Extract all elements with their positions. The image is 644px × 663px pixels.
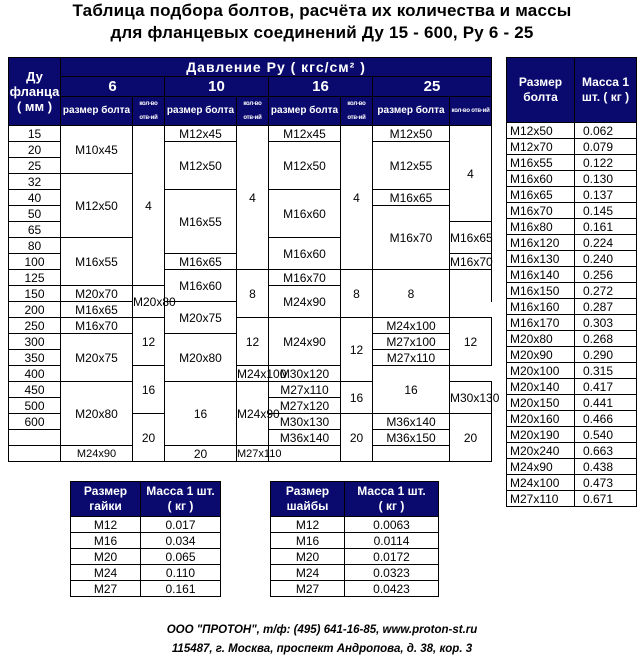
bolt-cell: M24x100 [373, 318, 450, 334]
count-cell: 4 [133, 126, 165, 286]
du-cell: 125 [9, 270, 61, 286]
washer-mass-table [270, 481, 439, 597]
size-cell: M16x120 [507, 235, 575, 251]
table-row [507, 267, 637, 283]
bolt-cell: M24x100 [237, 366, 287, 381]
table-row [507, 347, 637, 363]
mass-cell: 0.017 [141, 517, 221, 533]
bolt-cell: M24x90 [237, 382, 269, 446]
size-cell: M16x150 [507, 283, 575, 299]
table-row [271, 565, 439, 581]
size-cell: M16x160 [507, 299, 575, 315]
bolt-cell: M27x110 [373, 350, 450, 366]
mass-size-header: Размер болта [507, 58, 575, 123]
title-line-2: для фланцевых соединений Ду 15 - 600, Ру 6 - 25 [110, 23, 534, 42]
du-cell: 20 [9, 142, 61, 158]
bolt-cell: M16x65 [373, 190, 450, 206]
size-cell: M27 [271, 581, 345, 597]
mass-cell: 0.079 [575, 139, 637, 155]
bolt-cell: M16x70 [269, 270, 341, 286]
size-cell: M20x240 [507, 443, 575, 459]
washer-size-header: Размер шайбы [271, 482, 345, 517]
mass-cell: 0.663 [575, 443, 637, 459]
size-cell: M16x55 [507, 155, 575, 171]
table-row [507, 363, 637, 379]
size-cell: M20x100 [507, 363, 575, 379]
count-cell: 20 [450, 414, 492, 462]
du-cell: 32 [9, 174, 61, 190]
mass-value-header: Масса 1 шт. ( кг ) [575, 58, 637, 123]
size-cell: M20 [271, 549, 345, 565]
nut-size-header: Размер гайки [71, 482, 141, 517]
du-cell [9, 430, 61, 446]
pressure-header: Давление Ру ( кгс/см² ) [61, 58, 492, 77]
bolt-cell: M24x90 [269, 286, 341, 318]
bolt-cell: M30x130 [269, 414, 341, 430]
table-row [507, 219, 637, 235]
du-cell: 200 [9, 302, 61, 318]
bolt-cell: M16x55 [165, 190, 237, 254]
bolt-mass-table [506, 57, 637, 507]
mass-cell: 0.473 [575, 475, 637, 491]
du-cell [9, 446, 61, 462]
bolt-cell: M27x110 [237, 447, 282, 460]
bolt-cell: M20x70 [61, 286, 133, 302]
du-cell: 65 [9, 222, 61, 238]
count-cell: 4 [341, 126, 373, 270]
size-cell: M24 [71, 565, 141, 581]
bolt-cell: M16x70 [373, 206, 450, 270]
mass-cell: 0.303 [575, 315, 637, 331]
mass-cell: 0.161 [575, 219, 637, 235]
size-cell: M24x90 [507, 459, 575, 475]
count-cell: 8 [373, 270, 450, 318]
du-cell: 15 [9, 126, 61, 142]
bolt-cell: M10x45 [61, 126, 133, 174]
bolt-cell: M16x60 [269, 190, 341, 238]
bolt-cell: M36x150 [373, 430, 450, 446]
mass-cell: 0.268 [575, 331, 637, 347]
footer-address: 115487, г. Москва, проспект Андропова, д. 38, кор. 3 [171, 643, 473, 655]
du-header: Ду фланца ( мм ) [9, 58, 61, 126]
table-row [507, 123, 637, 139]
du-cell: 250 [9, 318, 61, 334]
bolt-cell: M20x75 [165, 302, 237, 334]
count-cell: 12 [237, 318, 269, 366]
size-cell: M20x160 [507, 411, 575, 427]
table-row [71, 565, 221, 581]
size-cell: M16x80 [507, 219, 575, 235]
bolt-size-col-header: размер болта [61, 97, 133, 126]
bolt-cell: M30x120 [269, 366, 341, 382]
mass-cell: 0.110 [141, 565, 221, 581]
mass-cell: 0.122 [575, 155, 637, 171]
du-cell: 25 [9, 158, 61, 174]
du-cell: 100 [9, 254, 61, 270]
mass-cell: 0.137 [575, 187, 637, 203]
title-line-1: Таблица подбора болтов, расчёта их количества и массы [72, 1, 572, 20]
du-cell: 40 [9, 190, 61, 206]
size-cell: M16 [71, 533, 141, 549]
du-cell: 50 [9, 206, 61, 222]
table-row [271, 533, 439, 549]
count-cell: 16 [165, 382, 237, 446]
bolt-cell: M27x120 [269, 398, 341, 414]
table-row [507, 203, 637, 219]
size-cell: M20x80 [507, 331, 575, 347]
bolt-cell: M12x50 [61, 174, 133, 238]
bolt-cell: M12x45 [165, 126, 237, 142]
bolt-cell [373, 446, 450, 462]
table-row [507, 251, 637, 267]
table-row [71, 533, 221, 549]
bolt-size-col-header: размер болта [373, 97, 450, 126]
mass-cell: 0.145 [575, 203, 637, 219]
bolt-cell: M16x55 [61, 238, 133, 286]
count-cell: 20 [341, 414, 373, 462]
mass-cell: 0.161 [141, 581, 221, 597]
pressure-10-header: 10 [165, 77, 269, 97]
count-cell: 4 [450, 126, 492, 222]
size-cell: M16x65 [507, 187, 575, 203]
bolt-cell: M12x50 [373, 126, 450, 142]
table-row [507, 395, 637, 411]
mass-cell: 0.0114 [345, 533, 439, 549]
du-cell: 600 [9, 414, 61, 430]
count-col-header: кол-во отв-ий [341, 97, 373, 126]
mass-cell: 0.540 [575, 427, 637, 443]
mass-cell: 0.272 [575, 283, 637, 299]
table-row [71, 549, 221, 565]
bolt-cell: M20x75 [61, 334, 133, 382]
mass-cell: 0.034 [141, 533, 221, 549]
mass-cell: 0.417 [575, 379, 637, 395]
bolt-cell: M12x50 [165, 142, 237, 190]
count-cell: 20 [165, 446, 237, 462]
bolt-cell: M36x140 [373, 414, 450, 430]
size-cell: M16x140 [507, 267, 575, 283]
bolt-cell: M16x65 [165, 254, 237, 270]
table-row [507, 235, 637, 251]
table-row [507, 379, 637, 395]
du-cell: 150 [9, 286, 61, 302]
bolt-cell: M12x50 [269, 142, 341, 190]
mass-cell: 0.671 [575, 491, 637, 507]
mass-cell: 0.130 [575, 171, 637, 187]
mass-cell: 0.0063 [345, 517, 439, 533]
du-cell: 350 [9, 350, 61, 366]
mass-cell: 0.438 [575, 459, 637, 475]
du-cell: 500 [9, 398, 61, 414]
du-cell: 80 [9, 238, 61, 254]
bolt-cell: M16x70 [61, 318, 133, 334]
pressure-16-header: 16 [269, 77, 373, 97]
bolt-cell: M16x60 [269, 238, 341, 270]
bolt-cell: M20x80 [133, 286, 165, 318]
size-cell: M12 [71, 517, 141, 533]
count-col-header: кол-во отв-ий [133, 97, 165, 126]
count-cell: 8 [341, 270, 373, 318]
bolt-cell: M16x70 [450, 254, 493, 269]
pressure-6-header: 6 [61, 77, 165, 97]
size-cell: M16x60 [507, 171, 575, 187]
table-row [507, 187, 637, 203]
table-row [507, 315, 637, 331]
size-cell: M16x170 [507, 315, 575, 331]
count-cell: 4 [237, 126, 269, 270]
mass-cell: 0.240 [575, 251, 637, 267]
page-title [0, 0, 644, 44]
size-cell: M20x140 [507, 379, 575, 395]
bolt-cell: M27x100 [373, 334, 450, 350]
bolt-cell: M24x90 [61, 446, 133, 462]
table-row [507, 171, 637, 187]
table-row [507, 331, 637, 347]
table-row [271, 549, 439, 565]
washer-mass-header: Масса 1 шт. ( кг ) [345, 482, 439, 517]
count-cell: 16 [373, 366, 450, 414]
count-cell: 12 [133, 318, 165, 366]
count-cell: 12 [450, 318, 492, 366]
du-cell: 300 [9, 334, 61, 350]
bolt-cell: M24x90 [269, 318, 341, 366]
mass-cell: 0.315 [575, 363, 637, 379]
table-row [507, 475, 637, 491]
count-cell: 8 [237, 270, 269, 318]
mass-cell: 0.0423 [345, 581, 439, 597]
nut-mass-table [70, 481, 221, 597]
bolt-selection-table [8, 57, 500, 462]
bolt-cell: M16x65 [61, 302, 133, 318]
count-cell: 16 [133, 366, 165, 414]
count-cell: 16 [341, 382, 373, 414]
size-cell: M20 [71, 549, 141, 565]
du-cell: 400 [9, 366, 61, 382]
table-row [271, 581, 439, 597]
nut-mass-header: Масса 1 шт. ( кг ) [141, 482, 221, 517]
size-cell: M24 [271, 565, 345, 581]
table-row [271, 517, 439, 533]
size-cell: M12 [271, 517, 345, 533]
mass-cell: 0.0172 [345, 549, 439, 565]
footer-contacts: ООО "ПРОТОН", т/ф: (495) 641-16-85, www.proton-st.ru [166, 624, 478, 636]
mass-cell: 0.062 [575, 123, 637, 139]
mass-cell: 0.290 [575, 347, 637, 363]
bolt-cell: M20x80 [165, 334, 237, 382]
size-cell: M16x130 [507, 251, 575, 267]
du-cell: 450 [9, 382, 61, 398]
mass-cell: 0.224 [575, 235, 637, 251]
table-row [507, 411, 637, 427]
count-col-header: кол-во отв-ий [237, 97, 269, 126]
size-cell: M12x50 [507, 123, 575, 139]
bolt-cell: M16x65 [450, 222, 492, 254]
mass-cell: 0.065 [141, 549, 221, 565]
pressure-25-header: 25 [373, 77, 492, 97]
bolt-cell: M30x130 [450, 382, 492, 414]
table-row [507, 459, 637, 475]
table-row [507, 139, 637, 155]
size-cell: M16x70 [507, 203, 575, 219]
table-row [71, 581, 221, 597]
table-row [507, 491, 637, 507]
size-cell: M20x190 [507, 427, 575, 443]
bolt-cell: M12x45 [269, 126, 341, 142]
bolt-size-col-header: размер болта [165, 97, 237, 126]
bolt-cell: M27x110 [269, 382, 341, 398]
mass-cell: 0.0323 [345, 565, 439, 581]
table-row [507, 443, 637, 459]
mass-cell: 0.287 [575, 299, 637, 315]
table-row [507, 155, 637, 171]
size-cell: M24x100 [507, 475, 575, 491]
size-cell: M12x70 [507, 139, 575, 155]
mass-cell: 0.441 [575, 395, 637, 411]
count-cell: 12 [341, 318, 373, 382]
count-cell: 20 [133, 414, 165, 462]
bolt-cell: M36x140 [269, 430, 341, 446]
bolt-cell: M20x80 [61, 382, 133, 446]
size-cell: M20x90 [507, 347, 575, 363]
table-row [507, 299, 637, 315]
mass-cell: 0.256 [575, 267, 637, 283]
mass-cell: 0.466 [575, 411, 637, 427]
count-col-header: кол-во отв-ий [450, 97, 492, 126]
bolt-cell: M12x55 [373, 142, 450, 190]
bolt-cell: M16x60 [165, 270, 237, 302]
table-row [71, 517, 221, 533]
table-row [507, 283, 637, 299]
size-cell: M20x150 [507, 395, 575, 411]
bolt-size-col-header: размер болта [269, 97, 341, 126]
size-cell: M16 [271, 533, 345, 549]
size-cell: M27 [71, 581, 141, 597]
table-row [507, 427, 637, 443]
size-cell: M27x110 [507, 491, 575, 507]
